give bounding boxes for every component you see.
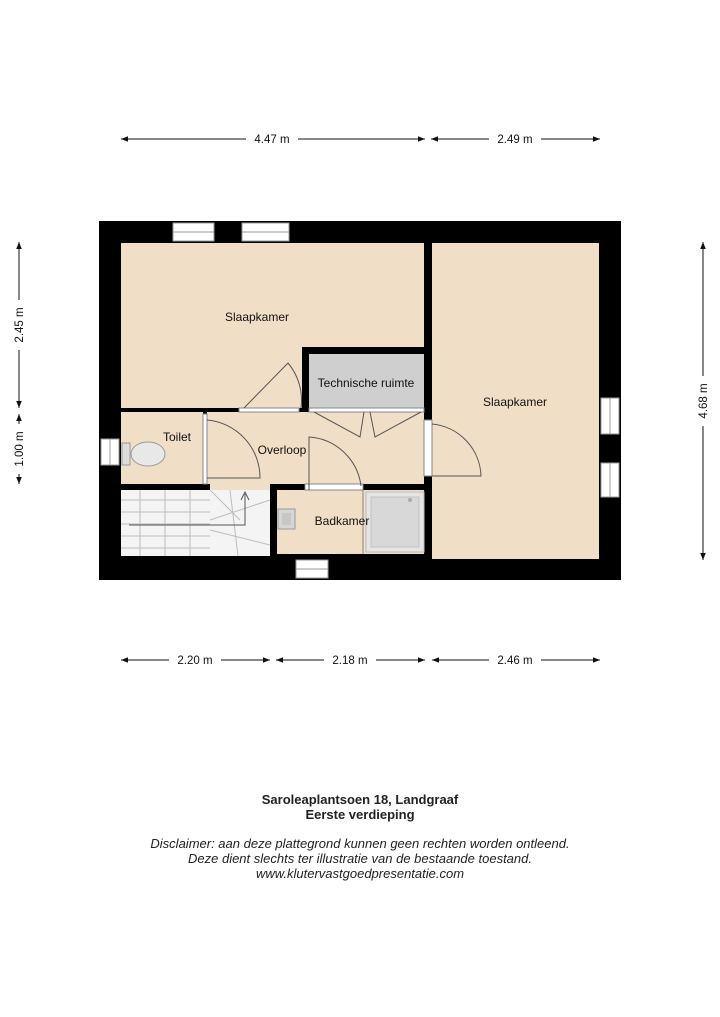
shower-drain [408, 498, 412, 502]
room-label-bedroom-left: Slaapkamer [224, 310, 290, 324]
website: www.klutervastgoedpresentatie.com [255, 866, 465, 881]
toilet-tank [122, 443, 130, 465]
room-label-bathroom: Badkamer [314, 514, 370, 528]
room-label-bedroom-right: Slaapkamer [482, 395, 548, 409]
dim-left-lower: 1.00 m [14, 431, 26, 467]
disclaimer-line-1: Disclaimer: aan deze plattegrond kunnen geen rechten worden ontleend. [150, 836, 570, 851]
dim-left-upper: 2.45 m [14, 307, 26, 343]
wall-toilet-bottom [121, 484, 207, 490]
dim-top-left: 4.47 m [254, 134, 290, 146]
room-label-technical: Technische ruimte [317, 376, 415, 390]
dim-top-right: 2.49 m [497, 134, 533, 146]
disclaimer-line-2: Deze dient slechts ter illustratie van de bestaande toestand. [188, 851, 532, 866]
disclaimer-block [0, 836, 720, 881]
dim-bottom-mid: 2.18 m [332, 655, 368, 667]
room-label-toilet: Toilet [162, 430, 192, 444]
floor-name: Eerste verdieping [305, 807, 415, 822]
address: Saroleaplantsoen 18, Landgraaf [261, 792, 459, 807]
wall-bath-left [270, 484, 276, 560]
toilet-bowl [131, 442, 165, 466]
dim-bottom-left: 2.20 m [177, 655, 213, 667]
dim-right: 4.68 m [698, 383, 710, 419]
address-block [0, 792, 720, 822]
dim-bottom-right: 2.46 m [497, 655, 533, 667]
shower-inner [371, 497, 419, 547]
washbasin-bowl [282, 513, 291, 525]
room-label-landing: Overloop [257, 443, 307, 457]
